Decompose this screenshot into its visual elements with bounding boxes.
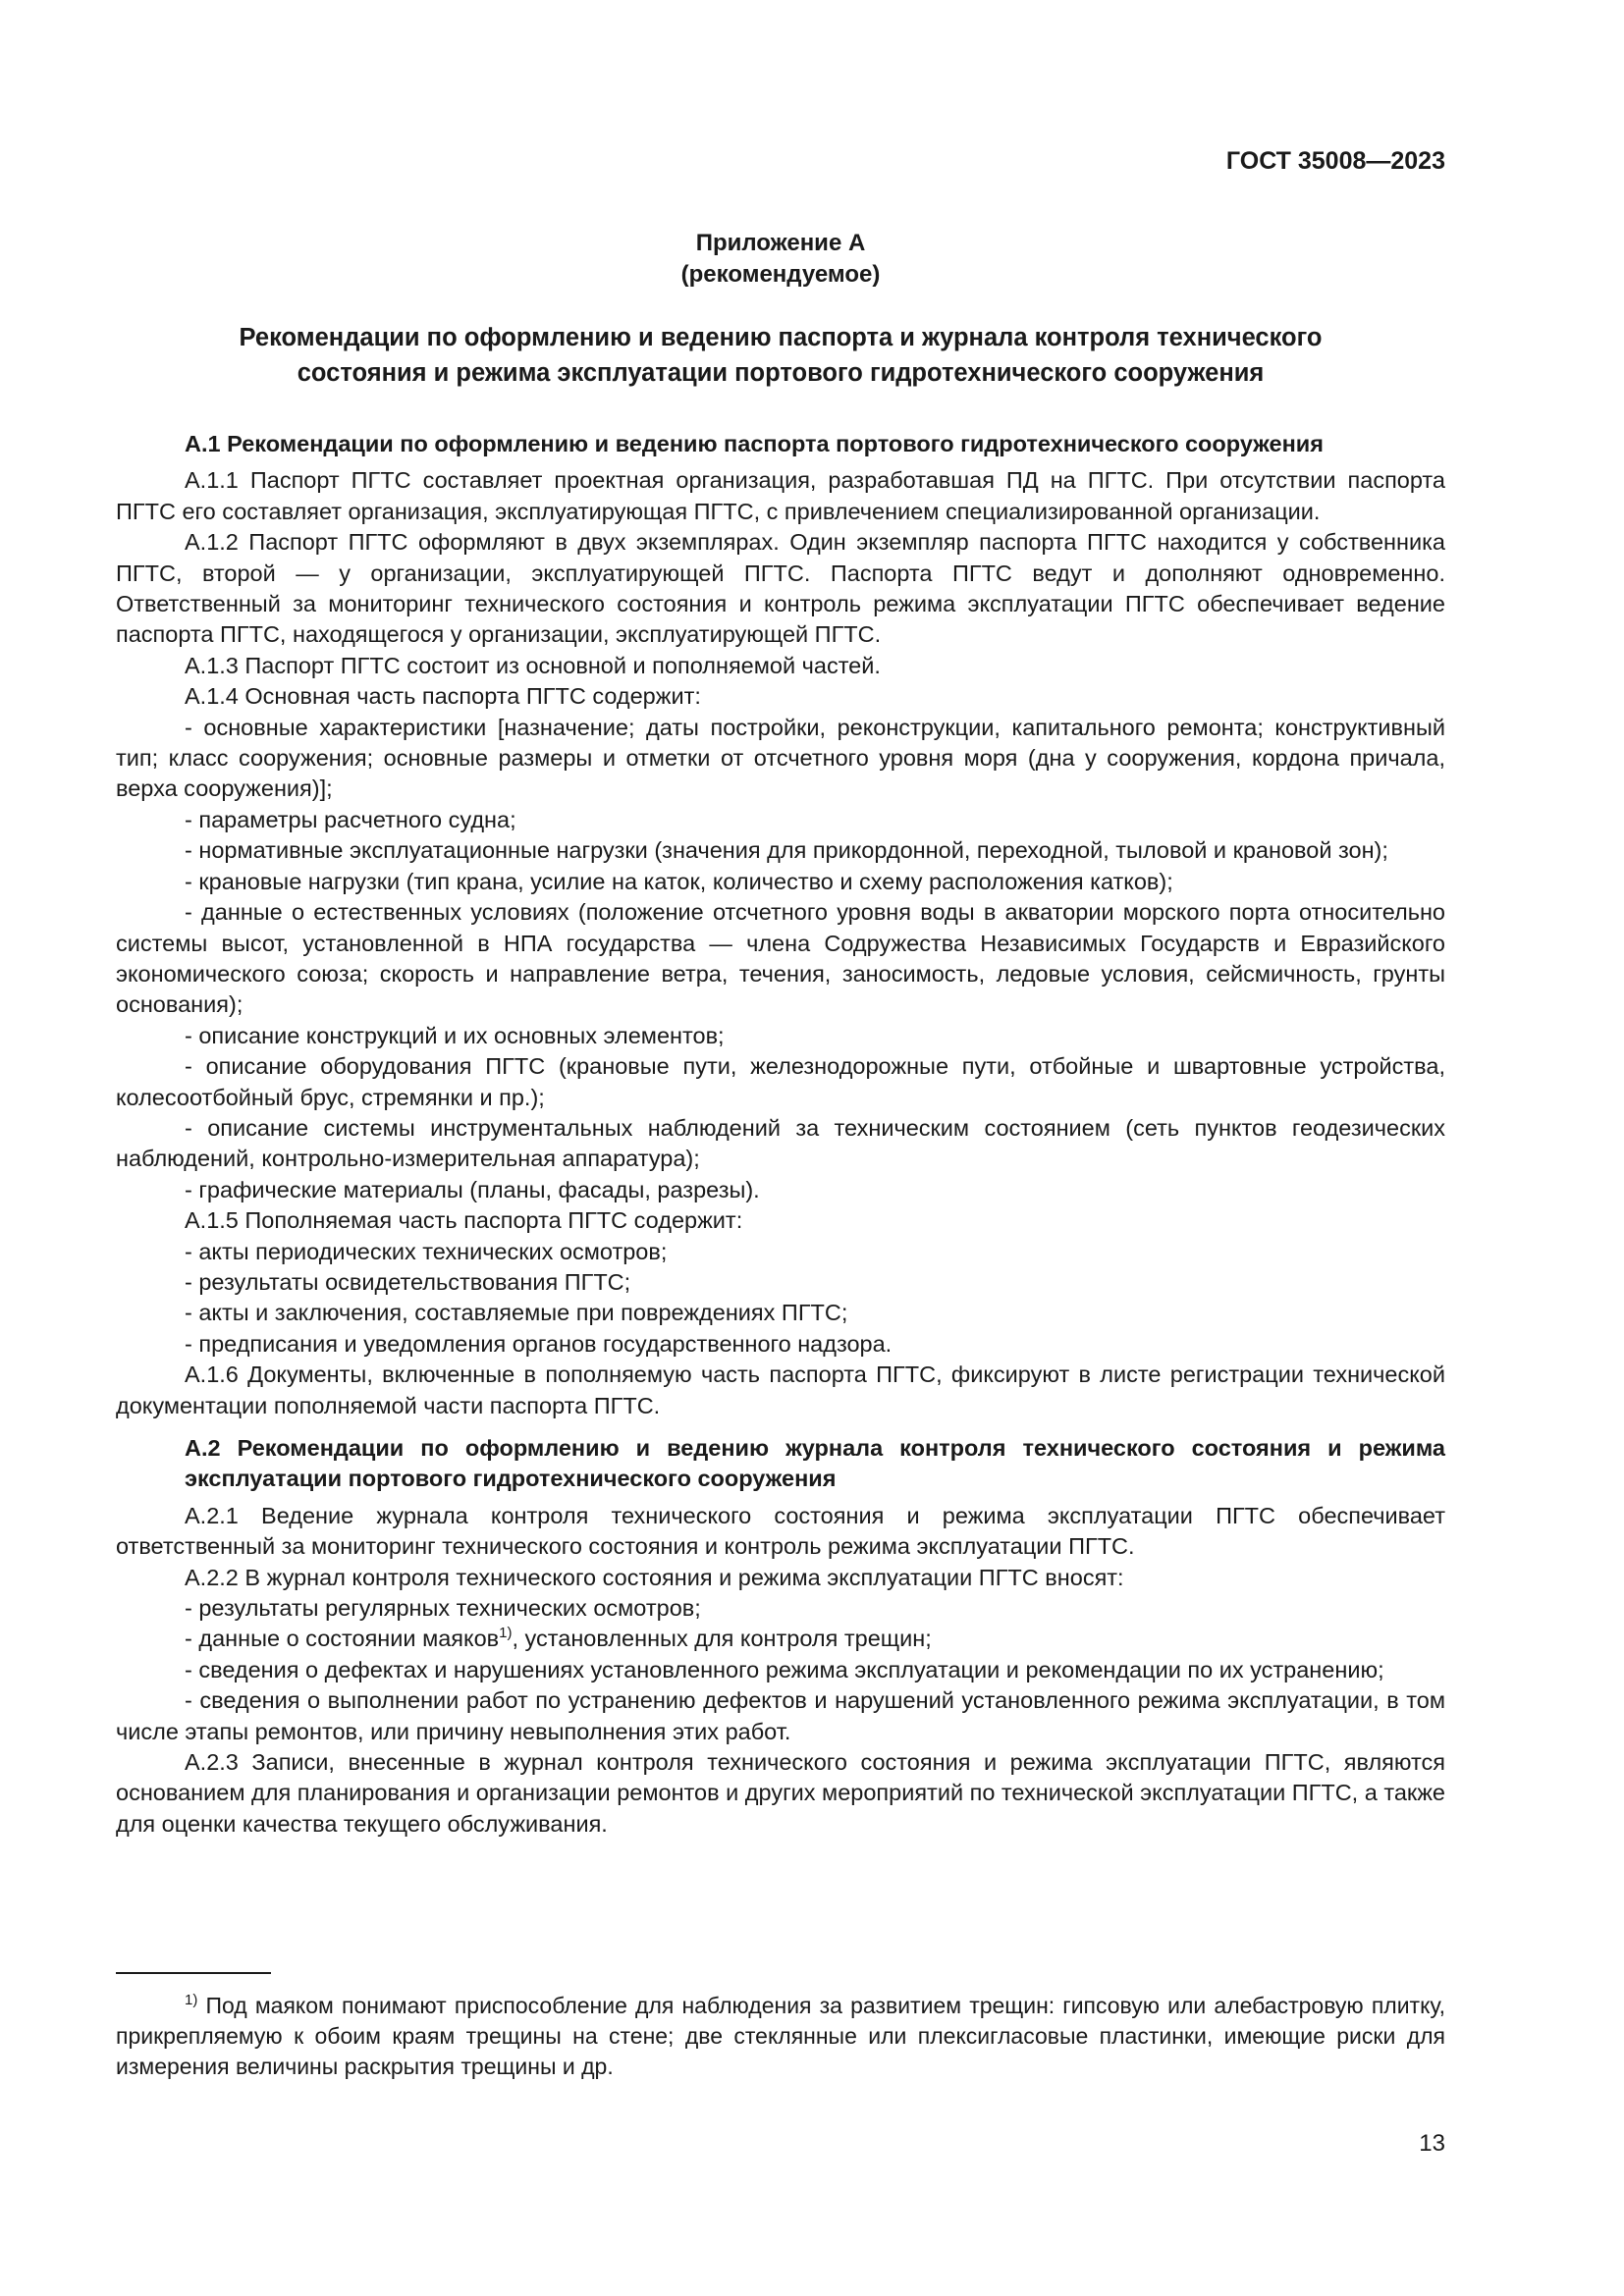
list-item: - данные о естественных условиях (положение отсчетного уровня воды в акватории морского порта относительно системы высот, установленной в НПА государства — члена Содружества Независимых Государств и Евразийского экономического союза; скорость и направление ветра, течения, заносимость, ледовые условия, сейсмичность, грунты основания); xyxy=(116,899,1445,1018)
clause-a2-3: А.2.3 Записи, внесенные в журнал контроля технического состояния и режима эксплуатации ПГТС, являются основанием для планирования и организации ремонтов и других мероприятий по технической эксплуатации ПГТС, а также для оценки качества текущего обслуживания. xyxy=(116,1749,1445,1837)
list-item: - сведения о выполнении работ по устранению дефектов и нарушений установленного режима эксплуатации, в том числе этапы ремонтов, или причину невыполнения этих работ. xyxy=(116,1687,1445,1744)
list-item xyxy=(116,1624,1445,1654)
section-heading-a1: А.1 Рекомендации по оформлению и ведению паспорта портового гидротехнического сооружения xyxy=(185,431,1324,456)
list-item: - параметры расчетного судна; xyxy=(185,806,516,832)
list-item: - результаты освидетельствования ПГТС; xyxy=(185,1268,631,1295)
list-item: - описание системы инструментальных наблюдений за техническим состоянием (сеть пунктов геодезических наблюдений, контрольно-измерительная аппаратура); xyxy=(116,1114,1445,1172)
clause-a1-5: А.1.5 Пополняемая часть паспорта ПГТС содержит: xyxy=(185,1207,743,1234)
list-item: - сведения о дефектах и нарушениях установленного режима эксплуатации и рекомендации по их устранению; xyxy=(185,1656,1384,1682)
page-number: 13 xyxy=(1419,2130,1445,2157)
clause-a1-2: А.1.2 Паспорт ПГТС оформляют в двух экземплярах. Один экземпляр паспорта ПГТС находится у собственника ПГТС, второй — у организации, эксплуатирующей ПГТС. Паспорта ПГТС ведут и дополняют одновременно. Ответственный за мониторинг технического состояния и контроль режима эксплуатации ПГТС обеспечивает ведение паспорта ПГТС, находящегося у организации, эксплуатирующей ПГТС. xyxy=(116,529,1445,648)
list-item: - нормативные эксплуатационные нагрузки (значения для прикордонной, переходной, тыловой и крановой зон); xyxy=(185,837,1388,864)
clause-a1-1: А.1.1 Паспорт ПГТС составляет проектная организация, разработавшая ПД на ПГТС. При отсутствии паспорта ПГТС его составляет организация, эксплуатирующая ПГТС, с привлечением специализированной организации. xyxy=(116,467,1445,524)
list-item-text: - данные о состоянии маяков xyxy=(185,1626,500,1652)
document-title xyxy=(175,320,1386,391)
appendix-heading xyxy=(116,228,1445,291)
document-page xyxy=(116,0,1445,2296)
clause-a1-6: А.1.6 Документы, включенные в пополняемую часть паспорта ПГТС, фиксируют в листе регистрации технической документации пополняемой части паспорта ПГТС. xyxy=(116,1362,1445,1418)
list-item: - основные характеристики [назначение; даты постройки, реконструкции, капитального ремонта; конструктивный тип; класс сооружения; основные размеры и отметки от отсчетного уровня моря (дна у сооружения, кордона причала, верха сооружения)]; xyxy=(116,714,1445,802)
footnote-divider xyxy=(116,1972,271,1974)
list-item: - акты и заключения, составляемые при повреждениях ПГТС; xyxy=(185,1300,848,1326)
list-item-text: , установленных для контроля трещин; xyxy=(512,1626,932,1652)
footnote-marker: 1) xyxy=(185,1992,198,2008)
document-title-line-1: Рекомендации по оформлению и ведению паспорта и журнала контроля технического xyxy=(239,324,1323,351)
list-item: - предписания и уведомления органов государственного надзора. xyxy=(185,1330,893,1357)
appendix-status: (рекомендуемое) xyxy=(680,261,881,288)
footnote-reference[interactable]: 1) xyxy=(499,1625,513,1642)
footnote-text: Под маяком понимают приспособление для наблюдения за развитием трещин: гипсовую или алебастровую плитку, прикрепляемую к обоим краям трещины на стене; две стеклянные или плексигласовые пластинки, имеющие риски для измерения величины раскрытия трещины и др. xyxy=(116,1993,1445,2079)
standard-code: ГОСТ 35008—2023 xyxy=(1225,147,1445,175)
list-item: - акты периодических технических осмотров; xyxy=(185,1238,668,1264)
clause-a2-1: А.2.1 Ведение журнала контроля технического состояния и режима эксплуатации ПГТС обеспечивает ответственный за мониторинг технического состояния и контроль режима эксплуатации ПГТС. xyxy=(116,1502,1445,1560)
clause-a1-4: А.1.4 Основная часть паспорта ПГТС содержит: xyxy=(185,683,701,710)
section-heading-a2: А.2 Рекомендации по оформлению и ведению журнала контроля технического состояния и режима эксплуатации портового гидротехнического сооружения xyxy=(185,1435,1445,1492)
clause-a1-3: А.1.3 Паспорт ПГТС состоит из основной и пополняемой частей. xyxy=(185,652,881,678)
list-item: - описание оборудования ПГТС (крановые пути, железнодорожные пути, отбойные и швартовные устройства, колесоотбойный брус, стремянки и пр.); xyxy=(116,1053,1445,1110)
clause-a2-2: А.2.2 В журнал контроля технического состояния и режима эксплуатации ПГТС вносят: xyxy=(185,1564,1124,1590)
list-item: - крановые нагрузки (тип крана, усилие на каток, количество и схему расположения катков); xyxy=(185,868,1173,894)
document-body xyxy=(116,429,1445,1840)
list-item: - описание конструкций и их основных элементов; xyxy=(185,1022,725,1048)
list-item: - графические материалы (планы, фасады, разрезы). xyxy=(185,1176,760,1202)
appendix-title: Приложение А xyxy=(695,230,866,256)
list-item: - результаты регулярных технических осмотров; xyxy=(185,1595,701,1622)
document-title-line-2: состояния и режима эксплуатации портового гидротехнического сооружения xyxy=(297,359,1265,387)
footnote xyxy=(116,1991,1445,2082)
